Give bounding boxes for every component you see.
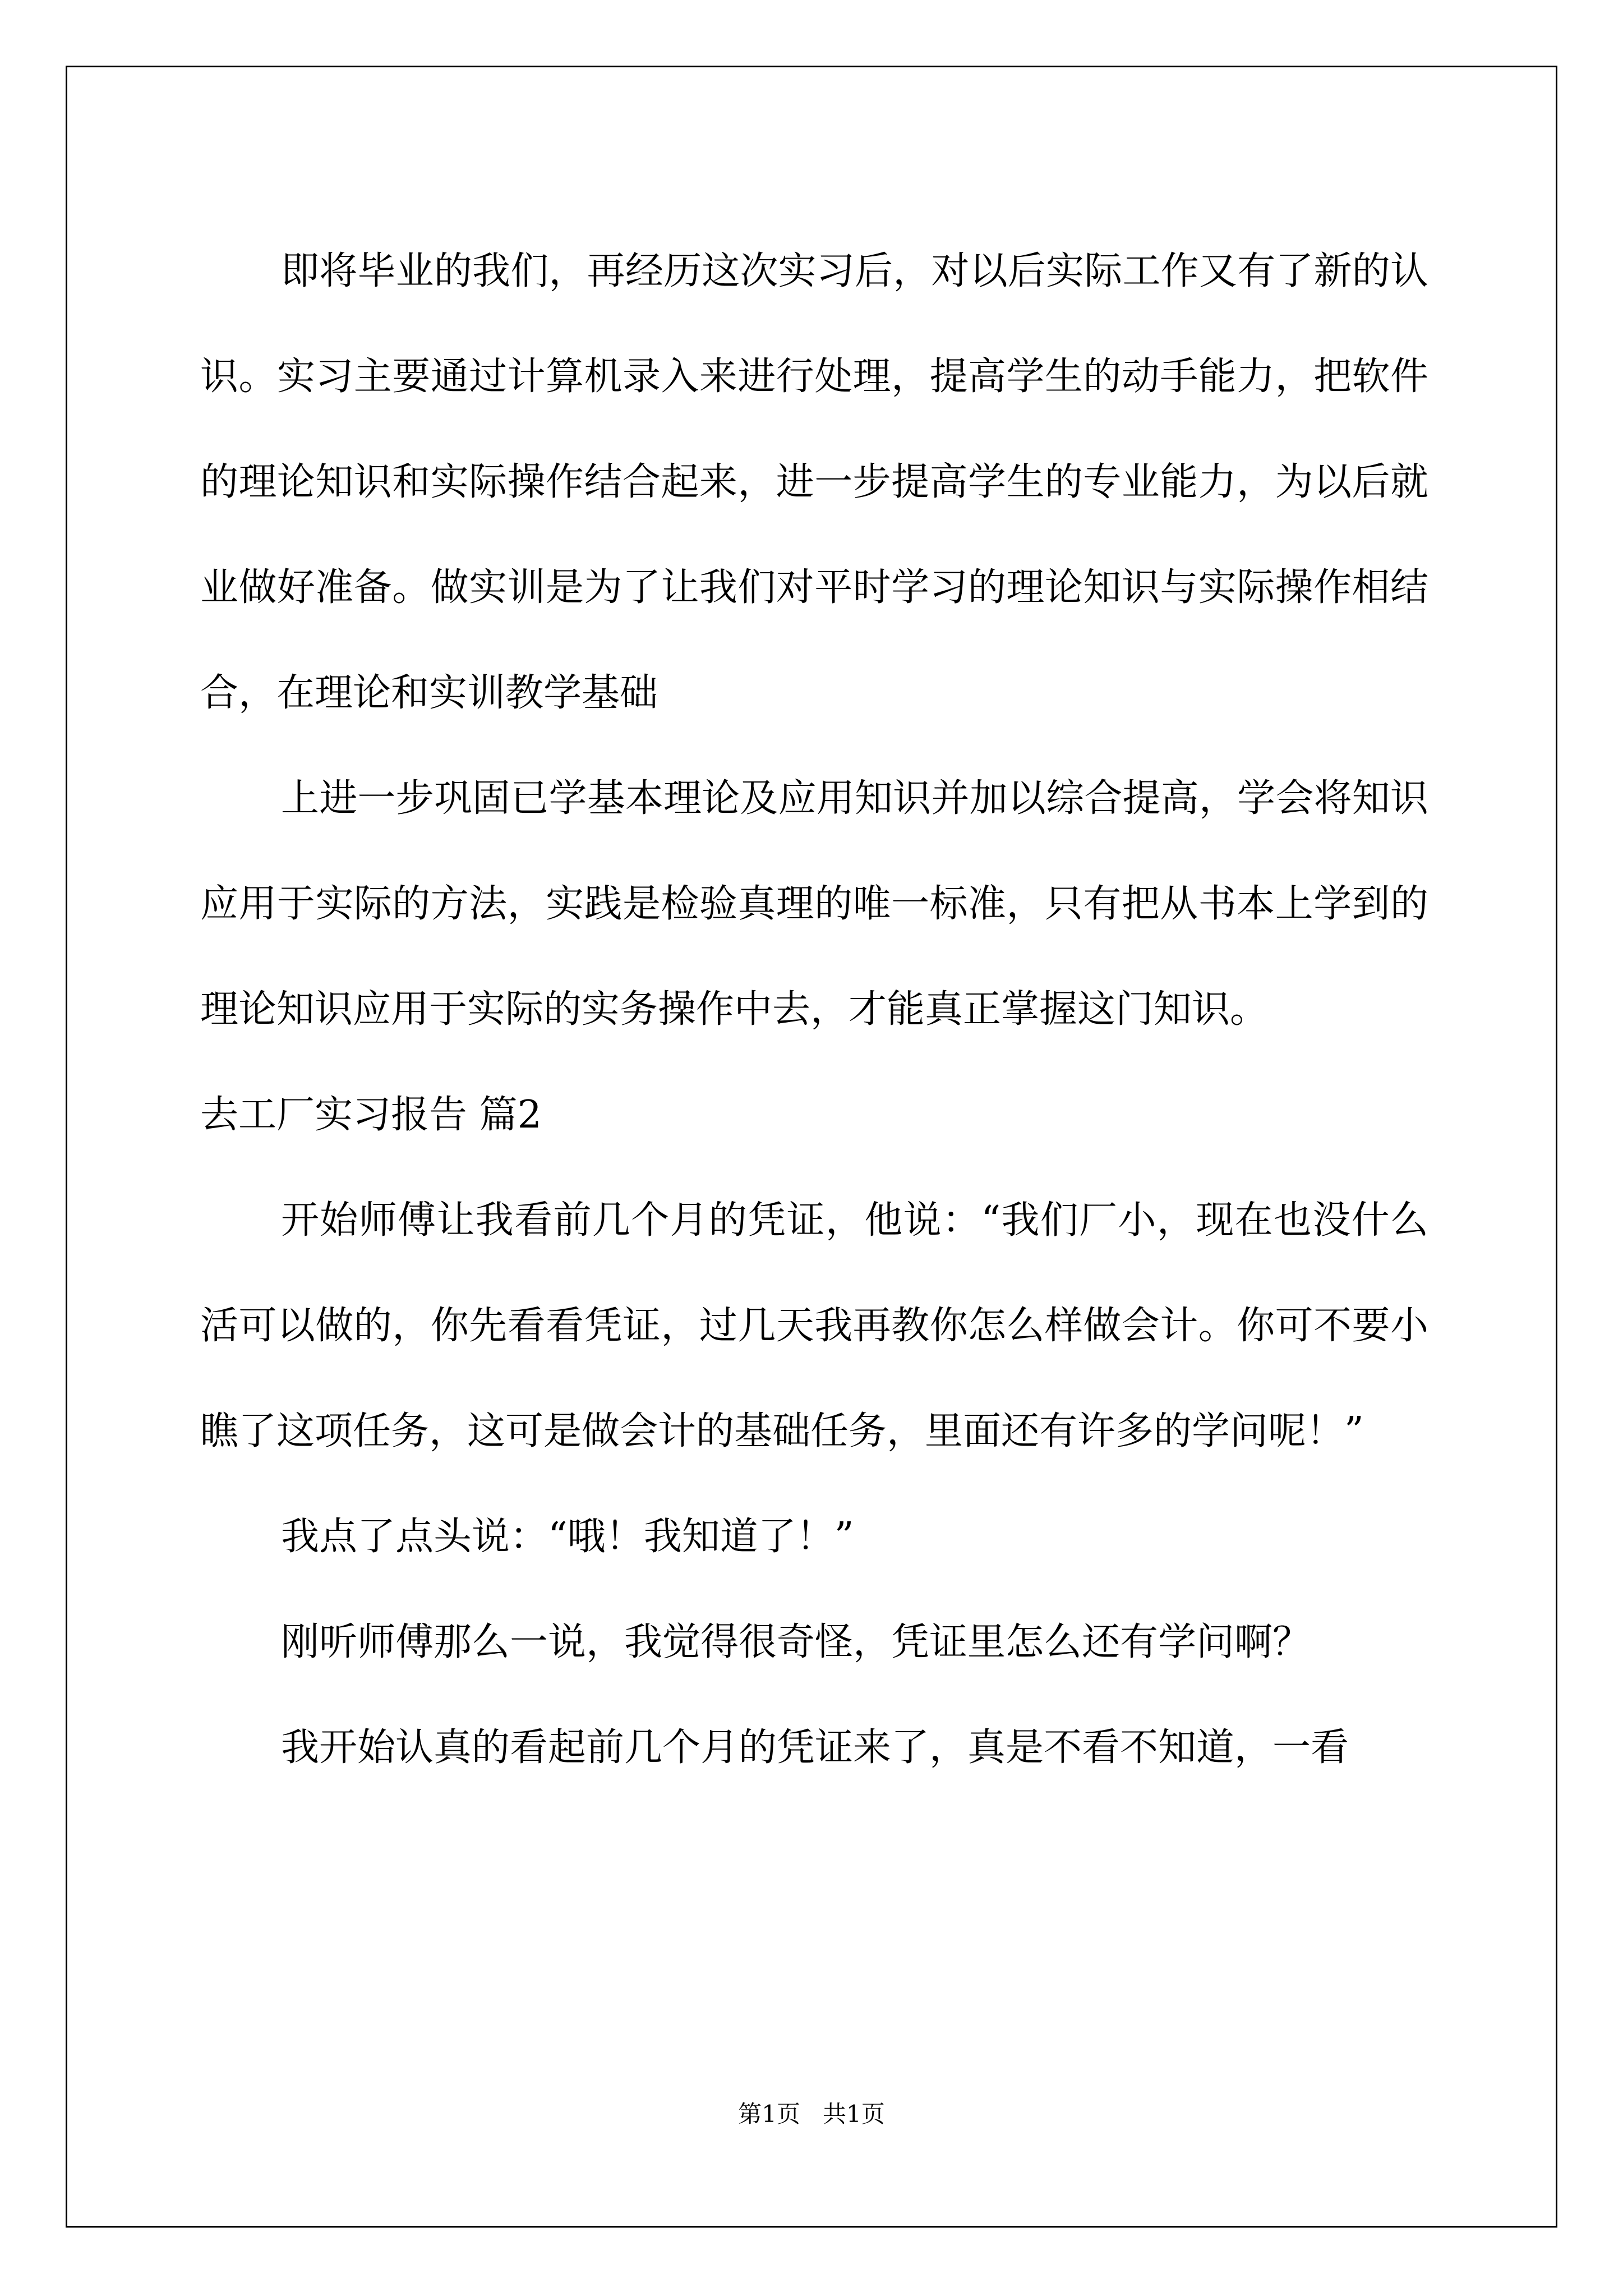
page-footer [0,2096,1623,2129]
section-heading: 去工厂实习报告 篇2 [200,1093,542,1137]
page-number-total: 共1页 [823,2100,885,2128]
paragraph-1: 即将毕业的我们，再经历这次实习后，对以后实际工作又有了新的认识。实习主要通过计算机录入来进行处理，提高学生的动手能力，把软件的理论知识和实际操作结合起来，进一步提高学生的专业能力，为以后就业做好准备。做实训是为了让我们对平时学习的理论知识与实际操作相结合，在理论和实训教学基础 [200,249,1428,715]
page-number-current: 第1页 [738,2100,800,2128]
section-paragraph-3: 刚听师傅那么一说，我觉得很奇怪，凭证里怎么还有学问啊？ [281,1620,1311,1664]
paragraph-2: 上进一步巩固已学基本理论及应用知识并加以综合提高，学会将知识应用于实际的方法，实践是检验真理的唯一标准，只有把从书本上学到的理论知识应用于实际的实务操作中去，才能真正掌握这门知识。 [200,776,1428,1032]
section-paragraph-2: 我点了点头说：“哦！我知道了！” [281,1515,854,1559]
section-paragraph-1: 开始师傅让我看前几个月的凭证，他说：“我们厂小，现在也没什么活可以做的，你先看看凭证，过几天我再教你怎么样做会计。你可不要小瞧了这项任务，这可是做会计的基础任务，里面还有许多的学问呢！” [200,1198,1428,1453]
document-body [200,219,1428,1801]
section-paragraph-4: 我开始认真的看起前几个月的凭证来了，真是不看不知道，一看 [281,1726,1349,1770]
